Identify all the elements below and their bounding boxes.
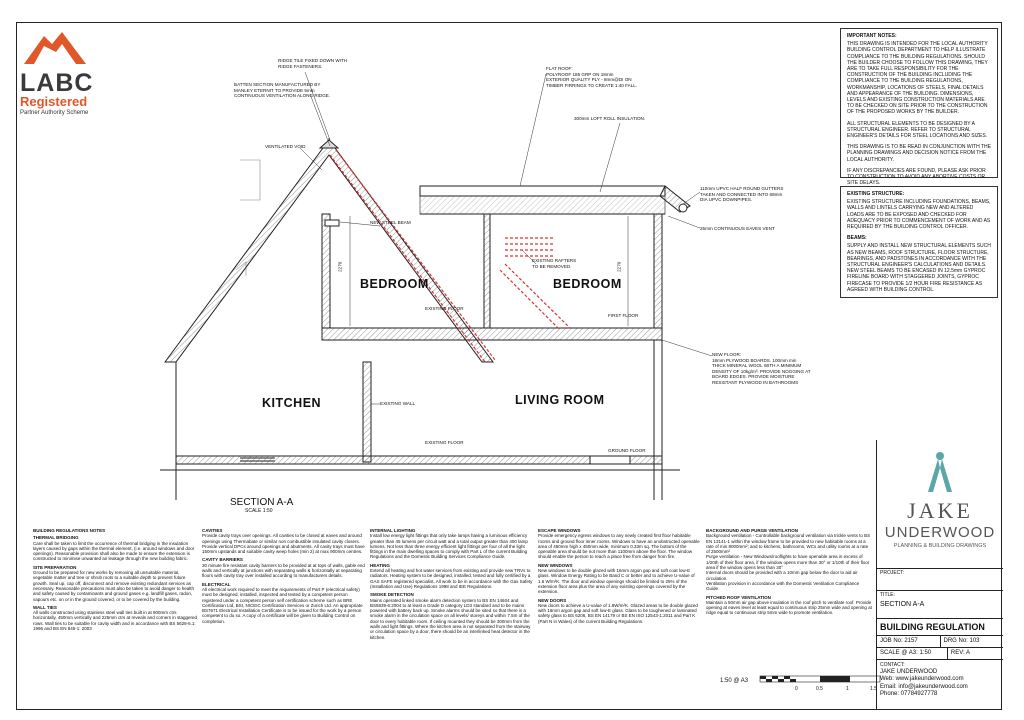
note-heading: NEW WINDOWS xyxy=(538,562,573,568)
note-heading: SMOKE DETECTION xyxy=(370,592,414,598)
note-text: Extend all heating and hot water services from existing and provide new TRVs to radiators. Heating system to be designed, installed, tested and fully certified by a GAS SAFE registered specialist. All work to be in accordance with the Gas Safety (Installation and Use) Regulations 1998 and IEE Regulations. xyxy=(370,568,533,589)
contact-block xyxy=(877,660,1003,700)
label-existing-floor-ground: EXISTING FLOOR xyxy=(425,440,464,445)
contact-email: Email: info@jakeunderwood.com xyxy=(880,683,968,690)
section-title: SECTION A-A xyxy=(230,497,294,508)
labc-registered: Registered xyxy=(20,94,88,109)
label-loft: 300mm LOFT ROLL INSULATION. xyxy=(574,116,646,121)
note-heading: WALL TIES xyxy=(33,604,57,610)
note-text: New doors to achieve a U-value of 1.8W/m²K. Glazed areas to be double glazed with 16mm argon gap and soft low-E glass. Glass to be toughened or laminated safety glass to BS 6206, BS EN 14179 or BS EN ISO 12543-1:2011 and Part K (Part N in Wales) of the current Building Regulations. xyxy=(538,602,698,624)
label-eaves: 25mm CONTINUOUS EAVES VENT xyxy=(700,226,775,231)
notes-column-4 xyxy=(538,526,702,627)
note-text: Care shall be taken to limit the occurrence of thermal bridging in the insulation layers caused by gaps within the thermal element, (i.e. around windows and door openings). Reasonable provision shall also be made to ensure the extension is constructed to minimise unwanted air leakage through the new building fabric. xyxy=(33,540,195,562)
job-row xyxy=(877,636,1003,648)
scale-bar-graphic xyxy=(760,676,880,686)
scale-tick: 0.5 xyxy=(816,686,823,692)
revision-value: REV: A xyxy=(950,650,970,656)
note-text: Background ventilation - Controllable background ventilation via trickle vents to BS EN 13141-1 within the window frame to be provided to new habitable rooms at a rate of min 8000mm²; and to kitchens, bathrooms, WCs and utility rooms at a rate of 2500mm² Purge ventilation - New Windows/rooflights to have openable area in excess of 1/20th of their floor area, if the window opens more than 30° or 1/10th of their floor area if the window opens less than 30° Internal doors should be provided with a 10mm gap below the door to aid air circulation. Ventilation provision in accordance with the Domestic Ventilation Compliance Guide. xyxy=(706,533,871,592)
notes-column-5 xyxy=(706,526,872,676)
label-ridge: RIDGE TILE FIXED DOWN WITH RIDGE FASTENERS. xyxy=(278,58,348,69)
important-note: ALL STRUCTURAL ELEMENTS TO BE DESIGNED BY A STRUCTURAL ENGINEER. REFER TO STRUCTURAL ENGINEER'S DETAILS FOR STEEL LOCATIONS AND SIZES. xyxy=(847,120,988,140)
brand-name-underwood: UNDERWOOD xyxy=(884,524,996,541)
scale-tick: 0 xyxy=(795,686,798,692)
label-first-floor: FIRST FLOOR xyxy=(608,313,639,318)
label-existing-floor: EXISTING FLOOR xyxy=(425,306,464,311)
room-kitchen: KITCHEN xyxy=(262,396,322,410)
structure-notes-title: EXISTING STRUCTURE: xyxy=(847,191,905,197)
notes-column-1 xyxy=(33,526,197,634)
label-ground-floor: GROUND FLOOR xyxy=(608,448,646,453)
important-note: THIS DRAWING IS INTENDED FOR THE LOCAL AUTHORITY BUILDING CONTROL DEPARTMENT TO HELP ILLUSTRATE COMPLIANCE TO THE BUILDING REGULATIONS. SHOULD THE BUILDER CHOOSE TO FOLLOW THIS DRAWING, THEY ARE TO TAKE FULL RESPONSIBILITY FOR THE CONSTRUCTION OF THE BUILDING INCLUDING THE COMPLIANCE TO THE BUILDING REGULATIONS, WORKMANSHIP, LOCATIONS OF STEELS, FINAL DETAILS AND APPEARANCE OF THE BUILDING. DIMENSIONS, LEVELS AND EXISTING CONSTRUCTION MATERIALS ARE TO BE CHECKED ON SITE PRIOR TO THE CONSTRUCTION OF THE PROPOSED WORKS BY THE BUILDER. xyxy=(847,41,988,116)
note-heading: ESCAPE WINDOWS xyxy=(538,528,581,533)
room-bedroom-new: BEDROOM xyxy=(553,277,622,291)
note-heading: BUILDING REGULATIONS NOTES xyxy=(33,528,106,533)
note-text: Mains operated linked smoke alarm detection system to BS EN 14604 and BS5839-6:2004 to at least a Grade D category LD3 standard and to be mains powered with battery back up. Smoke alarms should be sited so that there is a smoke alarm in the circulation space on all levels/ storeys and within 7.5m of the door to every habitable room. If ceiling mounted they should be 300mm from the walls and light fittings. Where the kitchen area is not separated from the stairway or circulation space by a door, there should be an interlinked heat detector in the kitchen. xyxy=(370,597,531,640)
note-heading: INTERNAL LIGHTING xyxy=(370,528,416,533)
important-note: IF ANY DISCREPANCIES ARE FOUND, PLEASE ASK PRIOR TO CONSTRUCTION TO AVOID ANY ABORTIVE COSTS OR SITE DELAYS. xyxy=(847,167,986,187)
notes-column-3 xyxy=(370,526,534,643)
dimension-label: 2270 xyxy=(337,261,343,272)
important-note: THIS DRAWING IS TO BE READ IN CONJUNCTION WITH THE PLANNING DRAWINGS AND DECISION NOTICE FROM THE LOCAL AUTHORITY. xyxy=(847,144,991,163)
note-text: All electrical work required to meet the requirements of Part P (electrical safety) must be designed, installed, inspected and tested by a competent person registered under a competent person self certification scheme such as BRE Certification Ltd, BSI, NICEIC Certification Services or Zurich Ltd. An appropriate BS7671 Electrical Installation Certificate is to be issued for the work by a person competent to do so. A copy of a certificate will be given to Building Control on completion. xyxy=(202,586,363,624)
structure-beams: SUPPLY AND INSTALL NEW STRUCTURAL ELEMENTS SUCH AS NEW BEAMS, ROOF STRUCTURE, FLOOR STRUCTURE, BEARINGS, AND PADSTONES IN ACCORDANCE WITH THE STRUCTURAL ENGINEER'S CALCULATIONS AND DETAILS. NEW STEEL BEAMS TO BE ENCASED IN 12.5mm GYPROC FIRELINE BOARD WITH STAGGERED JOINTS, GYPROC FIRECASE TO PROVIDE 1/2 HOUR FIRE RESISTANCE AS AGREED WITH BUILDING CONTROL. xyxy=(847,243,991,293)
beams-title: BEAMS: xyxy=(847,235,867,242)
title-block-logo xyxy=(877,440,1003,569)
note-text: Ground to be prepared for new works by removing all unsuitable material, vegetable matter and tree or shrub roots to a suitable depth to prevent future growth. Seal up, cap off, disconnect and remove existing redundant services as necessary. Reasonable precautions must also be taken to avoid danger to health and safety caused by contaminants and ground gases e.g. landfill gases, radon, vapours etc. on or in the ground covered, or to be covered by the building. xyxy=(33,570,195,602)
important-notes-title: IMPORTANT NOTES: xyxy=(847,33,897,39)
dimension-label: 2270 xyxy=(616,261,622,272)
note-heading: NEW DOORS xyxy=(538,597,567,603)
note-text: Provide emergency egress windows to any newly created first floor habitable rooms and ground floor inner rooms. Windows to have an unobstructed openable area of 450mm high x 450mm wide, minimum 0.33m sq. The bottom of the openable area should be not more than 1100mm above the floor. The window should enable the person to reach a place free from danger from fire. xyxy=(538,533,700,560)
status-row: BUILDING REGULATION xyxy=(877,619,1003,636)
room-living: LIVING ROOM xyxy=(515,393,605,407)
title-row xyxy=(877,591,1003,619)
compass-icon xyxy=(924,450,956,494)
label-gutters: 110mm UPVC HALF ROUND GUTTERS TAKEN AND CONNECTED INTO 68mm DIA UPVC DOWNPIPES. xyxy=(700,186,784,203)
contact-label: CONTACT: xyxy=(880,662,905,668)
job-number: JOB No: 2157 xyxy=(877,636,941,647)
structure-existing: EXISTING STRUCTURE INCLUDING FOUNDATIONS, BEAMS, WALLS AND LINTELS CARRYING NEW AND ALTERED LOADS ARE TO BE EXPOSED AND CHECKED FOR ADEQUACY PRIOR TO COMMENCEMENT OF WORK AND AS REQUIRED BY THE BUILDING CONTROL OFFICER. xyxy=(847,199,991,231)
note-text: All walls constructed using stainless steel wall ties built in at 900mm ctrs horizontally, 450mm vertically and 225mm ctrs at reveals and corners in staggered rows. Wall ties to be suitable for cavity width and in accordance with BS 5628-6.1: 1996 and BS EN 845-1: 2003 xyxy=(33,610,197,632)
note-heading: PITCHED ROOF VENTILATION xyxy=(706,594,771,600)
section-scale: SCALE 1:50 xyxy=(245,508,273,514)
note-text: 30 minute fire resistant cavity barriers to be provided at at tops of walls, gable end walls and vertically at junctions with separating walls & horizontally at separating floors with cavity tray over installed according to manufacturers details. xyxy=(202,562,365,579)
title-value: SECTION A-A xyxy=(880,601,925,608)
brand-tagline: PLANNING & BUILDING DRAWINGS xyxy=(893,543,987,549)
label-flat-roof: FLAT ROOF: POLYROOF 185 GRP ON 18mm EXTERIOR QUALITY PLY - 8mm@DI ON TIMBER FIRRINGS TO CREATE 1:40 FALL. xyxy=(546,66,638,88)
label-batten: BATTEN SECTION MANUFACTURED BY MANLEY ETERNIT TO PROVIDE 5mm CONTINUOUS VENTILATION ALONG RIDGE. xyxy=(234,82,331,99)
drawing-number: DRG No: 103 xyxy=(943,638,980,644)
ground-floor xyxy=(160,340,680,500)
scale-tick: 1.5 xyxy=(870,686,877,692)
labc-scheme: Partner Authority Scheme xyxy=(20,110,89,116)
note-heading: CAVITIES xyxy=(202,528,223,533)
room-bedroom-existing: BEDROOM xyxy=(360,277,429,291)
project-label: PROJECT: xyxy=(880,570,905,576)
note-heading: THERMAL BRIDGING xyxy=(33,535,79,541)
project-row xyxy=(877,569,1003,591)
scale-bar-label: 1:50 @ A3 xyxy=(720,678,749,684)
contact-web: Web: www.jakeunderwood.com xyxy=(880,676,964,683)
label-new-floor: NEW FLOOR: 18mm PLYWOOD BOARDS. 100mm min THICK MINERAL WOOL WITH A MINIMUM DENSITY OF 10kg/m³. PROVIDE NOGGING AT BOARD EDGES. PROVIDE MOISTURE RESISTANT PLYWOOD IN BATHROOMS xyxy=(712,352,811,385)
label-rafters: EXISTING RAFTERS TO BE REMOVED. xyxy=(532,258,577,269)
contact-phone: Phone: 07784927778 xyxy=(880,690,938,697)
scale-tick: 1 xyxy=(846,686,849,692)
note-text: Provide cavity trays over openings. All cavities to be closed at eaves and around openings using Thermabate or similar non combustible insulated cavity closers. Provide vertical DPCs around openings and abutments. All cavity trays must have 150mm upstands and suitable cavity weep holes (min 2) at max 900mm centres. xyxy=(202,533,365,555)
flat-roof xyxy=(420,186,690,214)
labc-brand: LABC xyxy=(20,69,94,97)
label-steel-beam: NEW STEEL BEAM xyxy=(370,220,411,225)
note-heading: BACKGROUND AND PURGE VENTILATION xyxy=(706,528,798,533)
note-heading: SITE PREPARATION xyxy=(33,564,77,570)
note-text: Maintain a 50mm air gap above insulation in the roof pitch to ventilate roof. Provide opening at eaves level at least equal to continuous strip 25mm wide and opening at ridge equal to continuous strip 5mm wide to promote ventilation. xyxy=(706,599,872,616)
scale-row xyxy=(877,648,1003,660)
notes-column-2 xyxy=(202,526,366,627)
note-text: Install low energy light fittings that only take lamps having a luminous efficiency greater than 45 lumens per circuit watt and a total output greater than 400 lamp lumens. Not less than three energy efficient light fittings per four of all the light fittings in the main dwelling spaces to comply with Part L of the current Building Regulations and the Domestic Building Services Compliance Guide. xyxy=(370,533,528,560)
note-heading: CAVITY BARRIERS xyxy=(202,557,243,563)
note-heading: HEATING xyxy=(370,562,390,568)
note-text: New windows to be double glazed with 16mm argon gap and soft coat low-E glass. Window Energy Rating to be Band C or better and to achieve U-value of 1.6 W/m²K. The door and window openings should be limited to 25% of the extension floor area plus the area of any existing openings covered by the extension. xyxy=(538,568,695,595)
note-heading: ELECTRICAL xyxy=(202,581,231,587)
label-void: VENTILATED VOID xyxy=(265,144,306,149)
title-block xyxy=(876,440,1003,710)
contact-name: JAKE UNDERWOOD xyxy=(880,669,938,676)
brand-name-jake: JAKE xyxy=(907,498,973,523)
label-existing-wall: EXISTING WALL xyxy=(380,401,416,406)
scale-value: SCALE @ A3: 1:50 xyxy=(877,648,948,659)
title-label: TITLE: xyxy=(880,592,896,598)
